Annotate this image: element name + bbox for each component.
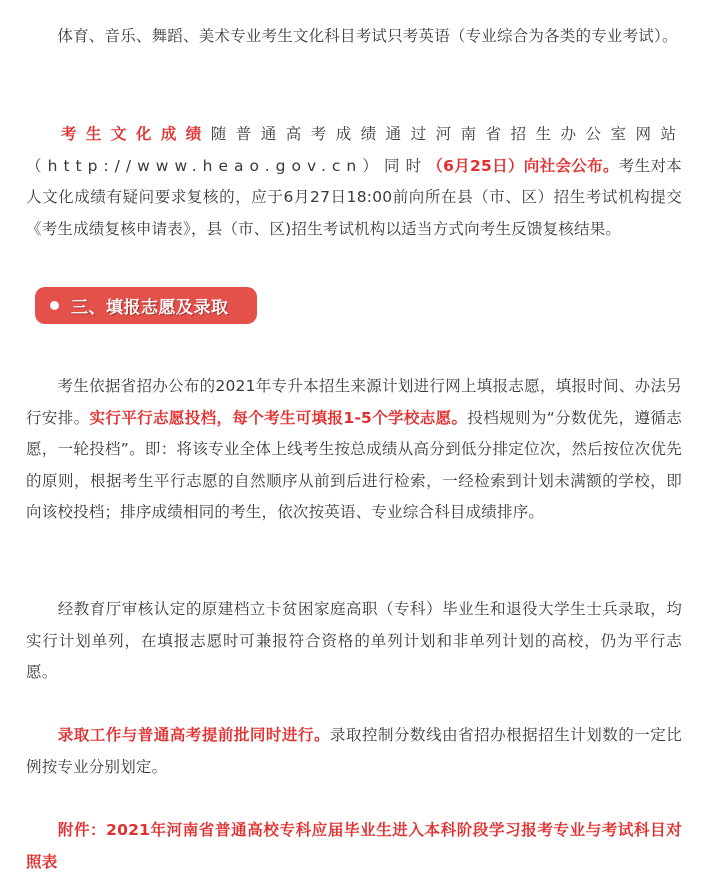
paragraph-text: 经教育厅审核认定的原建档立卡贫困家庭高职（专科）毕业生和退役大学生士兵录取，均实行计划单列，在填报志愿时可兼报符合资格的单列计划和非单列计划的高校，仍为平行志愿。 [26,600,682,681]
paragraph-text: 体育、音乐、舞蹈、美术专业考生文化科目考试只考英语（专业综合为各类的专业考试）。 [57,27,678,45]
paragraph-art-exam-note [26,21,682,53]
highlight-rule: 实行平行志愿投档，每个考生可填报1-5个学校志愿。 [89,408,468,427]
paragraph-score-release [26,119,682,245]
highlight-date: （6月25日）向社会公布。 [427,156,619,175]
paragraph-admission [26,720,682,783]
paragraph-special-plan [26,594,682,689]
section-title: 三、填报志愿及录取 [71,298,229,318]
paragraph-text: 投档规则为“分数优先，遵循志愿，一轮投档”。即：将该专业全体上线考生按总成绩从高分到低分排定位次，然后按位次优先的原则，根据考生平行志愿的自然顺序从前到后进行检索，一经检索到计划未满额的学校，即向该校投档；排序成绩相同的考生，依次按英语、专业综合科目成绩排序。 [26,408,682,521]
attachment-link[interactable] [26,815,682,878]
highlight-admission: 录取工作与普通高考提前批同时进行。 [57,726,330,744]
paragraph-text: 录取控制分数线由省招办根据招生计划数的一定比例按专业分别划定。 [26,726,682,776]
bullet-dot-icon [50,301,59,310]
paragraph-application-rules [26,371,682,529]
attachment-text[interactable]: 附件：2021年河南省普通高校专科应届毕业生进入本科阶段学习报考专业与考试科目对照表 [26,821,682,871]
paragraph-text: 随普通高考成绩通过河南省招生办公室网站（http://www.heao.gov.cn）同时 [26,125,682,175]
paragraph-text: 考生对本人文化成绩有疑问要求复核的，应于6月27日18:00前向所在县（市、区）招生考试机构提交《考生成绩复核申请表》，县（市、区)招生考试机构以适当方式向考生反馈复核结果。 [26,156,682,238]
highlight-lead: 考生文化成绩 [57,125,211,143]
paragraph-text: 考生依据省招办公布的2021年专升本招生来源计划进行网上填报志愿，填报时间、办法另行安排。 [26,377,682,427]
section-banner [35,287,257,324]
